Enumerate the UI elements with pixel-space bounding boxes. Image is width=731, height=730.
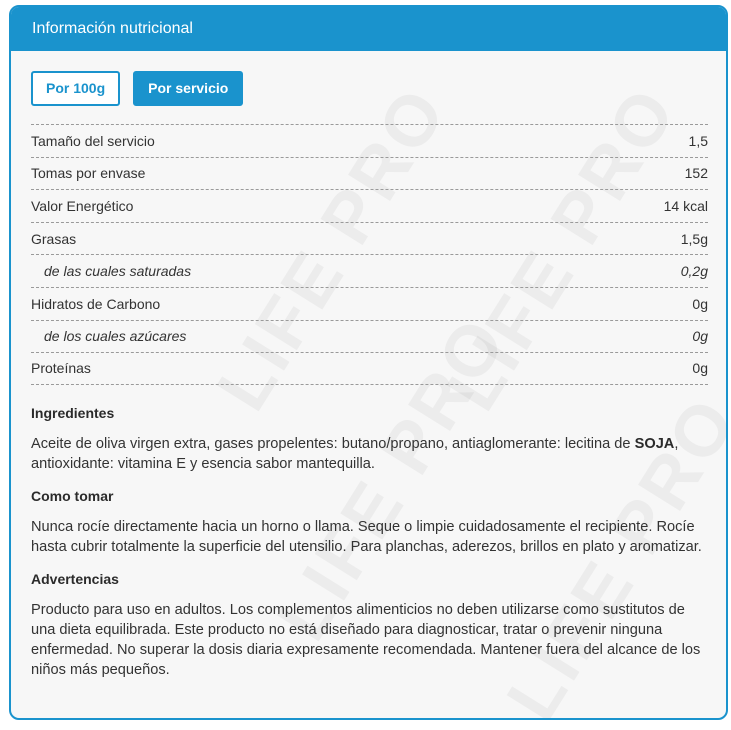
- ingredients-text-part: , antioxidante: vitamina E y esencia sabor mantequilla.: [31, 435, 679, 472]
- table-row: [31, 189, 708, 222]
- nutrition-table: [31, 124, 708, 385]
- table-row: [31, 124, 708, 157]
- table-row: [31, 157, 708, 190]
- row-label: Hidratos de Carbono: [31, 295, 161, 312]
- row-label: de las cuales saturadas: [44, 263, 192, 280]
- row-label: Proteínas: [31, 360, 91, 377]
- table-row-sub: [31, 320, 708, 353]
- panel-title: Información nutricional: [11, 7, 726, 51]
- row-label: Valor Energético: [31, 197, 134, 214]
- row-value: 1,5: [688, 132, 708, 149]
- unit-toggle: [31, 71, 707, 106]
- warnings-title: Advertencias: [31, 570, 119, 587]
- row-value: 0g: [692, 328, 708, 345]
- row-label: Tomas por envase: [31, 165, 146, 182]
- per-100g-button[interactable]: Por 100g: [31, 71, 120, 106]
- ingredients-text-part: Aceite de oliva virgen extra, gases propelentes: butano/propano, antiaglomerante: lecitina de: [31, 435, 635, 452]
- allergen-text: SOJA: [634, 435, 675, 452]
- how-to-take-text: Nunca rocíe directamente hacia un horno o llama. Seque o limpie cuidadosamente el recipiente. Rocíe hasta cubrir totalmente la superficie del utensilio. Para planchas, aderezos, brillos en plato y aromatizar.: [31, 518, 702, 555]
- row-value: 0g: [692, 360, 708, 377]
- row-label: Tamaño del servicio: [31, 132, 155, 149]
- row-value: 0,2g: [680, 263, 708, 280]
- ingredients-text: [31, 434, 707, 474]
- nutrition-panel: [9, 5, 728, 720]
- panel-content: [31, 51, 707, 680]
- ingredients-title: Ingredientes: [31, 404, 115, 421]
- row-value: 0g: [692, 295, 708, 312]
- row-label: Grasas: [31, 230, 77, 247]
- per-serving-button[interactable]: Por servicio: [133, 71, 243, 106]
- table-row: [31, 222, 708, 255]
- how-to-take-title: Como tomar: [31, 487, 114, 504]
- table-row: [31, 287, 708, 320]
- row-value: 152: [684, 165, 708, 182]
- row-value: 1,5g: [680, 230, 708, 247]
- row-label: de los cuales azúcares: [44, 328, 187, 345]
- table-row-sub: [31, 254, 708, 287]
- warnings-text: Producto para uso en adultos. Los complementos alimenticios no deben utilizarse como sustitutos de una dieta equilibrada. Este producto no está diseñado para diagnosticar, tratar o prevenir ninguna enfermedad. No superar la dosis diaria expresamente recomendada. Mantener fuera del alcance de los niños más pequeños.: [31, 601, 701, 678]
- row-value: 14 kcal: [663, 197, 708, 214]
- table-row: [31, 352, 708, 385]
